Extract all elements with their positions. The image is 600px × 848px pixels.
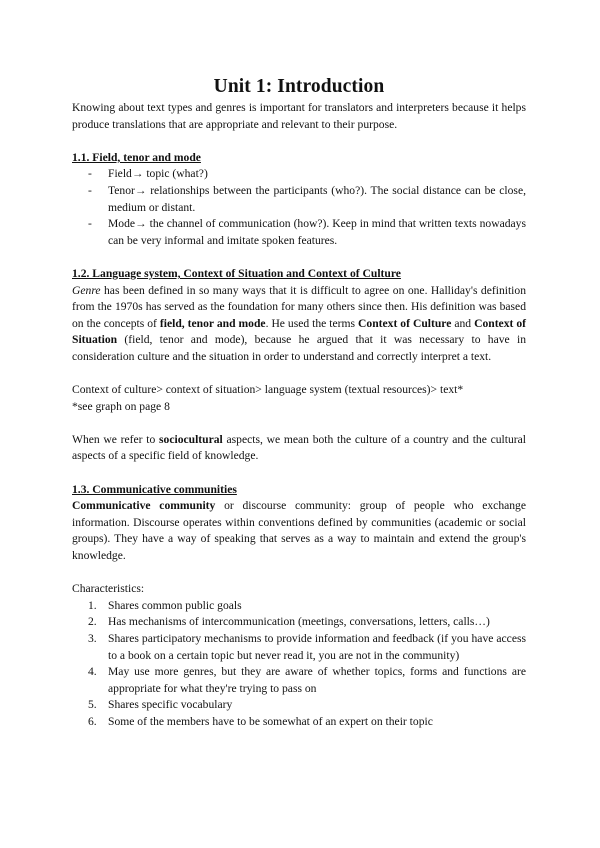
genre-paragraph: Genre has been defined in so many ways that it is difficult to agree on one. Halliday's definition from the 1970s has served as the foundation for many others since then. His definition was based on the concepts of field, tenor and mode. He used the terms Context of Culture and Context of Situation (field, tenor and mode), because he argued that it was necessary to have in consideration culture and the situation in order to understand and correctly interpret a text. [72,283,526,363]
field-tenor-mode-list [72,166,526,249]
list-item: 2. Has mechanisms of intercommunication (meetings, conversations, letters, calls…) [88,615,490,629]
community-paragraph: Communicative community or discourse community: group of people who exchange information. Discourse operates within conventions defined by communities (academic or social groups). They have a way of speaking that serves as a way to maintain and extend the group's knowledge. [72,499,526,563]
list-item: 5. Shares specific vocabulary [88,698,233,712]
list-item: 6. Some of the members have to be somewhat of an expert on their topic [88,714,433,728]
section-heading-communicative-communities: 1.3. Communicative communities [72,482,237,496]
intro-paragraph: Knowing about text types and genres is important for translators and interpreters because it helps produce translations that are appropriate and relevant to their purpose. [72,101,526,131]
list-item: - Mode→ the channel of communication (how?). Keep in mind that written texts nowadays can be very informal and imitate spoken features. [88,217,526,247]
document-page [72,76,526,731]
list-item: - Tenor→ relationships between the participants (who?). The social distance can be close, medium or distant. [88,183,526,214]
page-title: Unit 1: Introduction [213,76,385,97]
characteristics-label: Characteristics: [72,582,145,596]
list-item: 4. May use more genres, but they are aware of whether topics, forms and functions are appropriate for what they're trying to pass on [88,665,526,695]
list-item: 3. Shares participatory mechanisms to provide information and feedback (if you have access to a book on a certain topic but never read it, you are not in the community) [88,632,526,662]
section-heading-field-tenor-mode: 1.1. Field, tenor and mode [72,150,201,164]
list-item: 1. Shares common public goals [88,598,242,612]
graph-note: *see graph on page 8 [72,399,170,413]
characteristics-list [72,598,526,731]
sociocultural-paragraph: When we refer to sociocultural aspects, we mean both the culture of a country and the cultural aspects of a specific field of knowledge. [72,432,527,463]
section-heading-language-system: 1.2. Language system, Context of Situation and Context of Culture [72,266,401,280]
context-hierarchy-line: Context of culture> context of situation> language system (textual resources)> text* [72,383,464,397]
list-item: - Field→ topic (what?) [88,167,208,181]
